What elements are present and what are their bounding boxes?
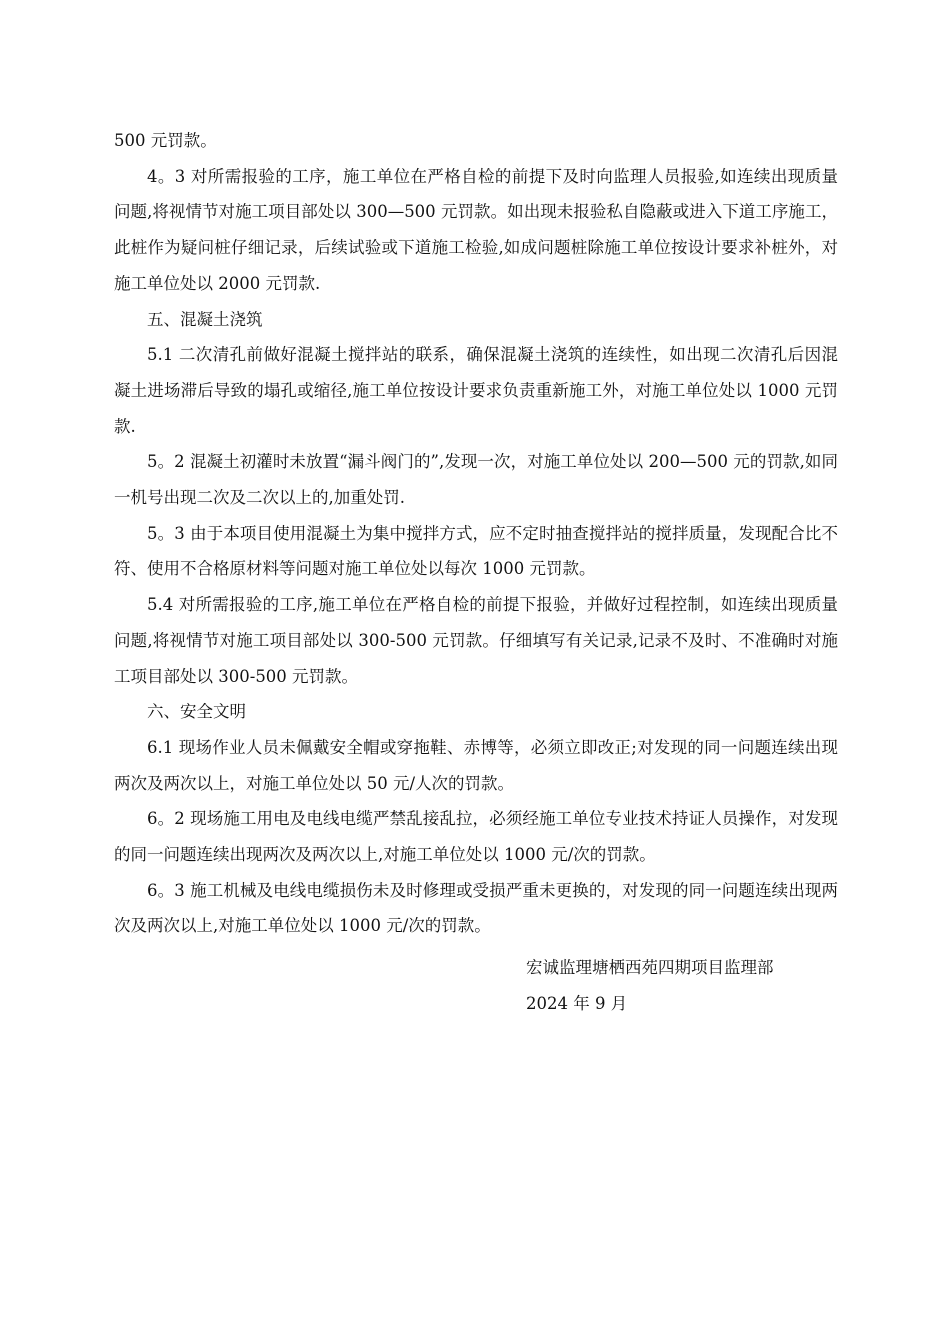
paragraph-item-6-2: 6。2 现场施工用电及电线电缆严禁乱接乱拉，必须经施工单位专业技术持证人员操作，对发现的同一问题连续出现两次及两次以上,对施工单位处以 1000 元/次的罚款。 (114, 809, 838, 865)
section-heading-safety: 六、安全文明 (147, 702, 246, 722)
signature-date: 2024 年 9 月 (526, 993, 628, 1013)
paragraph-continuation: 500 元罚款。 (114, 131, 217, 150)
paragraph-item-5-2: 5。2 混凝土初灌时未放置“漏斗阀门的”,发现一次，对施工单位处以 200—500 元的罚款,如同一机号出现二次及二次以上的,加重处罚. (114, 452, 838, 508)
paragraph-item-6-1: 6.1 现场作业人员未佩戴安全帽或穿拖鞋、赤博等，必须立即改正;对发现的同一问题连续出现两次及两次以上，对施工单位处以 50 元/人次的罚款。 (114, 737, 838, 793)
paragraph-item-5-4: 5.4 对所需报验的工序,施工单位在严格自检的前提下报验，并做好过程控制，如连续出现质量问题,将视情节对施工项目部处以 300-500 元罚款。仔细填写有关记录,记录不及时、不准确时对施工项目部处以 300-500 元罚款。 (114, 595, 838, 686)
signature-organization: 宏诚监理塘栖西苑四期项目监理部 (526, 958, 774, 977)
section-heading-concrete: 五、混凝土浇筑 (147, 309, 263, 329)
paragraph-item-5-3: 5。3 由于本项目使用混凝土为集中搅拌方式，应不定时抽查搅拌站的搅拌质量，发现配合比不符、使用不合格原材料等问题对施工单位处以每次 1000 元罚款。 (114, 523, 838, 579)
paragraph-item-6-3: 6。3 施工机械及电线电缆损伤未及时修理或受损严重未更换的，对发现的同一问题连续出现两次及两次以上,对施工单位处以 1000 元/次的罚款。 (114, 880, 838, 936)
signature-block (526, 950, 774, 1021)
document-body (114, 123, 838, 944)
paragraph-item-4-3: 4。3 对所需报验的工序，施工单位在严格自检的前提下及时向监理人员报验,如连续出现质量问题,将视情节对施工项目部处以 300—500 元罚款。如出现未报验私自隐蔽或进入下道工序施工，此桩作为疑问桩仔细记录，后续试验或下道施工检验,如成问题桩除施工单位按设计要求补桩外，对施工单位处以 2000 元罚款. (114, 166, 838, 293)
paragraph-item-5-1: 5.1 二次清孔前做好混凝土搅拌站的联系，确保混凝土浇筑的连续性，如出现二次清孔后因混凝土进场滞后导致的塌孔或缩径,施工单位按设计要求负责重新施工外，对施工单位处以 1000 元罚款. (114, 345, 838, 436)
